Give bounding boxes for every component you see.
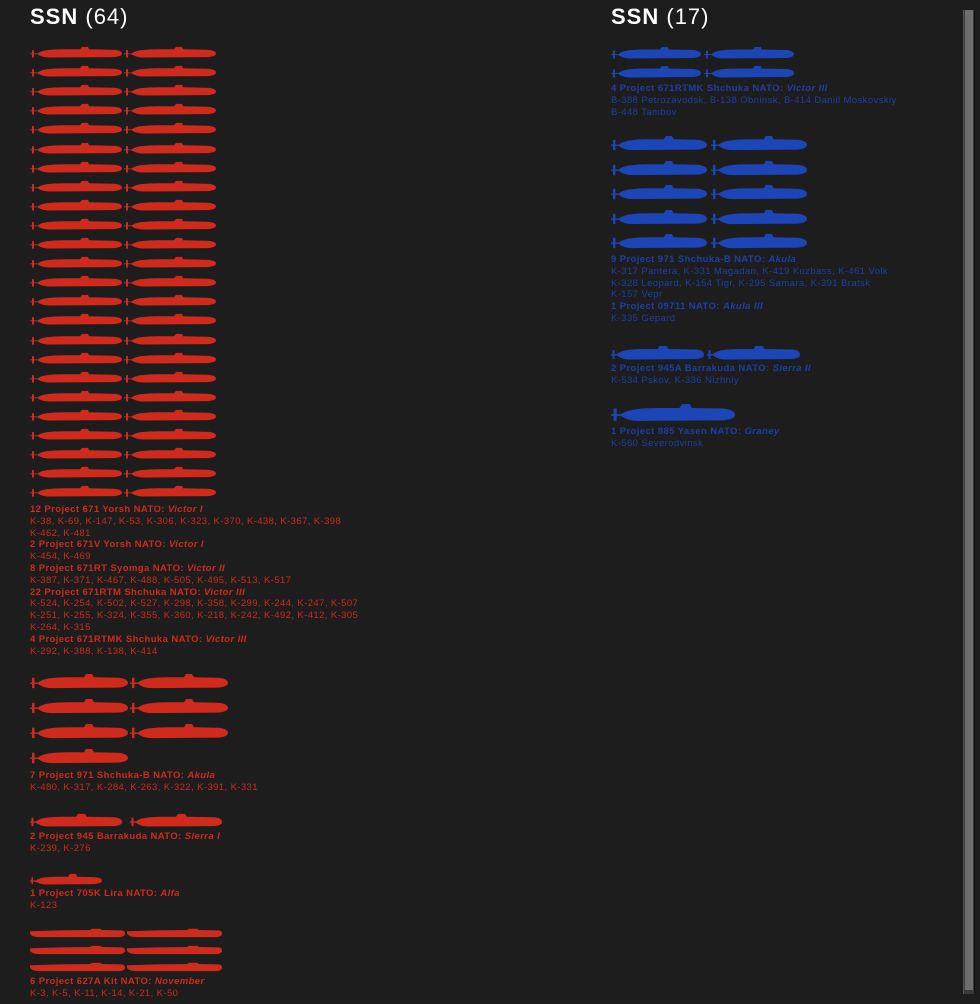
submarine-icon xyxy=(30,313,122,325)
fleet-count: (64) xyxy=(85,4,129,29)
class-line: 2 Project 671V Yorsh NATO: Victor I xyxy=(30,539,204,551)
submarine-icon xyxy=(124,333,216,345)
submarine-icon xyxy=(30,161,122,173)
submarine-icon xyxy=(611,185,707,200)
submarine-icon xyxy=(30,65,122,77)
class-line: 8 Project 671RT Syomga NATO: Victor II xyxy=(30,562,226,574)
class-line: 2 Project 945A Barrakuda NATO: Sierra II xyxy=(611,363,812,374)
submarine-icons xyxy=(30,674,230,770)
submarine-icon xyxy=(127,944,222,955)
hull-list: K-335 Gepard xyxy=(611,312,676,324)
submarine-icon xyxy=(611,46,701,59)
submarine-icon xyxy=(124,237,216,249)
hull-list: K-239, K-276 xyxy=(30,842,91,854)
submarine-icon xyxy=(124,390,216,402)
submarine-icon xyxy=(30,485,122,497)
submarine-icon xyxy=(124,180,216,192)
submarine-icon xyxy=(124,275,216,287)
hull-list: B-448 Tambov xyxy=(611,106,677,118)
submarine-icon xyxy=(124,428,216,440)
submarine-icons xyxy=(611,404,741,426)
hull-list: K-251, K-255, K-324, K-355, K-360, K-218, K-242, K-492, K-412, K-305 xyxy=(30,610,359,622)
hull-list: K-328 Leopard, K-154 Tigr, K-295 Samara, K-391 Bratsk xyxy=(611,277,871,289)
group-caption xyxy=(30,976,230,1000)
group-caption xyxy=(611,426,780,450)
fleet-class-label: SSN xyxy=(611,4,660,29)
submarine-icon xyxy=(124,199,216,211)
submarine-icon xyxy=(711,210,807,225)
submarine-icon xyxy=(124,84,216,96)
hull-list: K-560 Severodvinsk xyxy=(611,437,704,449)
submarine-icon xyxy=(30,275,122,287)
submarine-icon xyxy=(127,927,222,938)
submarine-icon xyxy=(711,161,807,176)
submarine-icons xyxy=(611,46,801,83)
hull-list: K-524, K-254, K-502, K-527, K-298, K-358, K-299, K-244, K-247, K-507 xyxy=(30,598,359,610)
left-column-title xyxy=(30,4,129,30)
hull-list: K-38, K-69, K-147, K-53, K-306, K-323, K-370, K-438, K-367, K-398 xyxy=(30,515,342,527)
submarine-icon xyxy=(30,333,122,345)
submarine-icon xyxy=(611,161,707,176)
hull-list: B-388 Petrozavodsk, B-138 Obninsk, B-414 Daniil Moskovskiy xyxy=(611,94,897,106)
submarine-icon xyxy=(130,674,228,689)
submarine-icon xyxy=(30,122,122,134)
submarine-group xyxy=(611,404,780,450)
submarine-icon xyxy=(707,345,800,360)
class-line: 6 Project 627A Kit NATO: November xyxy=(30,976,205,987)
group-caption xyxy=(611,363,811,387)
submarine-icon xyxy=(30,103,122,115)
submarine-icon xyxy=(30,724,128,739)
submarine-icon xyxy=(30,944,125,955)
fleet-count: (17) xyxy=(666,4,710,29)
submarine-icon xyxy=(30,466,122,478)
submarine-icon xyxy=(611,345,704,360)
submarine-icon xyxy=(30,409,122,421)
submarine-icon xyxy=(30,674,128,689)
hull-list: K-462, K-481 xyxy=(30,527,91,539)
submarine-icon xyxy=(30,699,128,714)
hull-list: K-317 Pantera, K-331 Magadan, K-419 Kuzbass, K-461 Volk xyxy=(611,265,889,277)
submarine-icon xyxy=(30,352,122,364)
class-line: 12 Project 671 Yorsh NATO: Victor I xyxy=(30,504,203,515)
submarine-icon xyxy=(124,466,216,478)
submarine-icon xyxy=(124,65,216,77)
submarine-icon xyxy=(30,237,122,249)
submarine-icon xyxy=(30,813,122,827)
submarine-icons xyxy=(30,927,230,976)
class-line: 4 Project 671RTMK Shchuka NATO: Victor III xyxy=(611,83,828,94)
submarine-icon xyxy=(124,352,216,364)
hull-list: K-157 Vepr xyxy=(611,289,663,301)
fleet-class-label: SSN xyxy=(30,4,79,29)
hull-list: K-480, K-317, K-284, K-263, K-322, K-391, K-331 xyxy=(30,781,258,793)
submarine-group xyxy=(30,813,230,855)
submarine-icon xyxy=(124,294,216,306)
submarine-icon xyxy=(30,961,125,972)
class-line: 1 Project 705K Lira NATO: Alfa xyxy=(30,888,180,899)
submarine-icon xyxy=(30,142,122,154)
hull-list: K-454, K-469 xyxy=(30,551,91,563)
class-line: 1 Project 885 Yasen NATO: Graney xyxy=(611,426,780,437)
submarine-icon xyxy=(30,371,122,383)
group-caption xyxy=(30,504,358,657)
submarine-icon xyxy=(124,409,216,421)
submarine-icons xyxy=(611,345,811,363)
hull-list: K-292, K-388, K-138, K-414 xyxy=(30,645,158,657)
submarine-group xyxy=(30,927,230,1000)
submarine-group xyxy=(611,46,897,118)
submarine-icon xyxy=(124,122,216,134)
submarine-icon xyxy=(124,256,216,268)
submarine-icon xyxy=(130,813,222,827)
submarine-icon xyxy=(124,313,216,325)
submarine-icon xyxy=(30,447,122,459)
group-caption xyxy=(30,770,258,794)
submarine-icon xyxy=(124,142,216,154)
submarine-icons xyxy=(30,873,110,888)
hull-list: K-264, K-315 xyxy=(30,621,91,633)
class-line: 9 Project 971 Shchuka-B NATO: Akula xyxy=(611,254,797,265)
submarine-group xyxy=(30,674,258,794)
submarine-icon xyxy=(704,65,794,78)
submarine-icon xyxy=(124,218,216,230)
submarine-icon xyxy=(124,485,216,497)
submarine-icon xyxy=(124,447,216,459)
submarine-icon xyxy=(124,371,216,383)
submarine-icon xyxy=(711,185,807,200)
submarine-icon xyxy=(711,136,807,151)
submarine-icon xyxy=(124,103,216,115)
group-caption xyxy=(611,254,888,325)
hull-list: K-534 Pskov, K-336 Nizhniy xyxy=(611,374,739,386)
submarine-icon xyxy=(30,46,122,58)
right-column-title xyxy=(611,4,710,30)
submarine-icon xyxy=(130,699,228,714)
scrollbar-thumb[interactable] xyxy=(965,10,973,990)
vertical-scrollbar[interactable] xyxy=(963,10,975,994)
submarine-icon xyxy=(611,65,701,78)
hull-list: K-387, K-371, K-467, K-488, K-505, K-495, K-513, K-517 xyxy=(30,574,292,586)
submarine-icon xyxy=(711,234,807,249)
submarine-icon xyxy=(30,84,122,96)
class-line: 2 Project 945 Barrakuda NATO: Sierra I xyxy=(30,831,221,842)
submarine-icons xyxy=(30,46,220,504)
submarine-icon xyxy=(30,256,122,268)
submarine-icon xyxy=(30,390,122,402)
submarine-icon xyxy=(30,749,128,764)
submarine-icon xyxy=(124,161,216,173)
class-line: 22 Project 671RTM Shchuka NATO: Victor III xyxy=(30,586,246,598)
submarine-group xyxy=(30,46,358,657)
submarine-icon xyxy=(30,294,122,306)
submarine-icon xyxy=(611,136,707,151)
submarine-icon xyxy=(611,404,735,422)
submarine-icon xyxy=(130,724,228,739)
submarine-group xyxy=(611,136,888,325)
submarine-group xyxy=(30,873,180,912)
class-line: 1 Project 09711 NATO: Akula III xyxy=(611,301,763,313)
group-caption xyxy=(30,831,230,855)
submarine-icon xyxy=(124,46,216,58)
submarine-icon xyxy=(30,927,125,938)
submarine-icon xyxy=(30,180,122,192)
submarine-icons xyxy=(30,813,230,831)
submarine-icons xyxy=(611,136,811,254)
submarine-icon xyxy=(30,218,122,230)
submarine-icon xyxy=(30,873,102,885)
group-caption xyxy=(611,83,897,118)
submarine-icon xyxy=(611,210,707,225)
class-line: 7 Project 971 Shchuka-B NATO: Akula xyxy=(30,770,216,781)
submarine-icon xyxy=(30,199,122,211)
submarine-icon xyxy=(30,428,122,440)
submarine-icon xyxy=(127,961,222,972)
group-caption xyxy=(30,888,180,912)
class-line: 4 Project 671RTMK Shchuka NATO: Victor III xyxy=(30,633,247,645)
submarine-icon xyxy=(611,234,707,249)
submarine-icon xyxy=(704,46,794,59)
hull-list: K-123 xyxy=(30,899,58,911)
submarine-group xyxy=(611,345,811,387)
hull-list: K-3, K-5, K-11, K-14, K-21, K-50 xyxy=(30,987,179,999)
